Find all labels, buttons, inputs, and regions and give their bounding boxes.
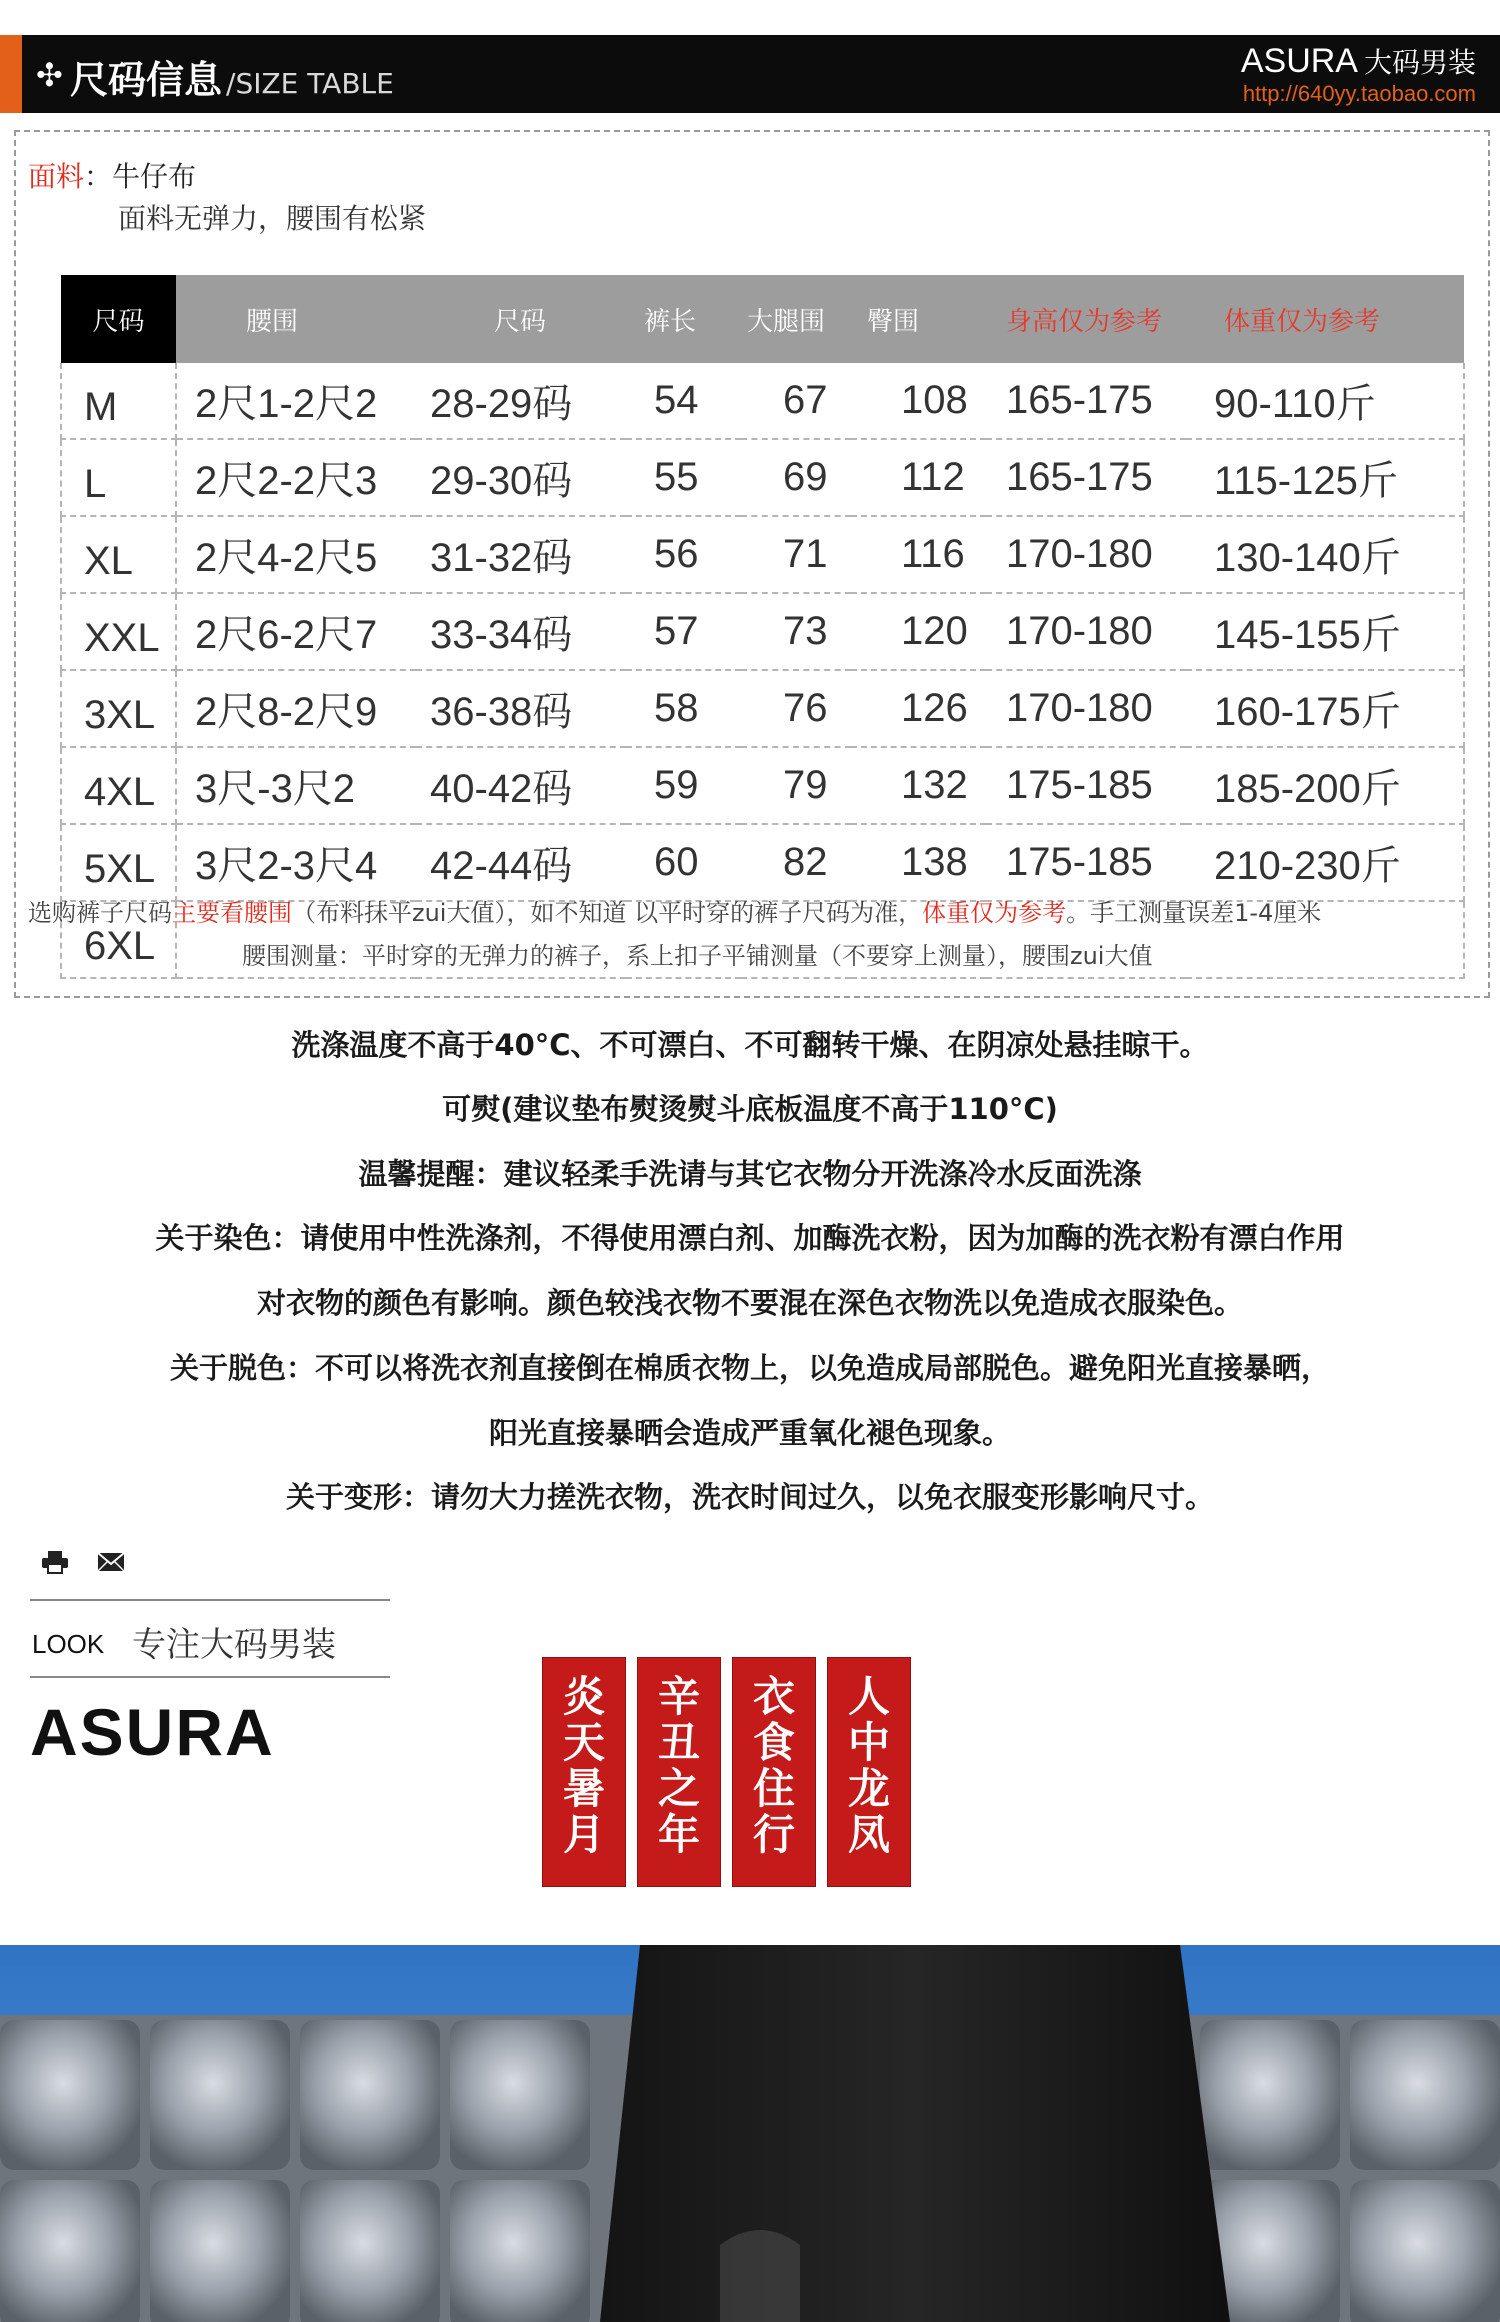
brand-rule-top <box>30 1599 390 1601</box>
cell-size-code: 29-30码 <box>416 439 626 516</box>
fabric-value: 牛仔布 <box>112 160 197 193</box>
cell-length: 58 <box>626 670 741 747</box>
size-row-m <box>61 363 1464 439</box>
header-title-en: /SIZE TABLE <box>226 67 394 100</box>
cell-size-code: 40-42码 <box>416 747 626 824</box>
cell-size-code: 31-32码 <box>416 516 626 593</box>
cell-waist: 2尺4-2尺5 <box>176 516 416 593</box>
cell-height: 170-180 <box>986 516 1186 593</box>
cell-height: 165-175 <box>986 439 1186 516</box>
poem-banner-4 <box>828 1658 910 1886</box>
note-1-d: 体重仅为参考 <box>922 899 1067 927</box>
header-title <box>70 49 394 104</box>
header-brand <box>1241 41 1476 81</box>
note-1-a: 选购裤子尺码 <box>28 899 172 927</box>
care-line-4: 关于染色：请使用中性洗涤剂，不得使用漂白剂、加酶洗衣粉，因为加酶的洗衣粉有漂白作用 <box>155 1221 1345 1255</box>
cell-size: 3XL <box>61 670 176 747</box>
note-1-c: （布料抹平zui大值），如不知道 以平时穿的裤子尺码为准， <box>292 899 923 927</box>
cell-waist: 2尺8-2尺9 <box>176 670 416 747</box>
fabric-line <box>28 155 196 195</box>
poem-banner-text: 炎 天 暑 月 <box>562 1672 605 1859</box>
header-accent-strip <box>0 35 22 113</box>
header-brand-cn: 大码男装 <box>1363 46 1476 79</box>
col-header-length: 裤长 <box>626 275 741 363</box>
model-photo <box>0 1945 1500 2322</box>
brand-rule-bottom <box>30 1676 390 1678</box>
cell-hip: 108 <box>851 363 986 439</box>
cell-thigh: 69 <box>741 439 851 516</box>
header-title-cn: 尺码信息 <box>70 58 223 102</box>
note-1-e: 。手工测量误差1-4厘米 <box>1066 899 1322 927</box>
cell-waist: 3尺-3尺2 <box>176 747 416 824</box>
poem-banner-2 <box>638 1658 720 1886</box>
care-line-1: 洗涤温度不高于40°C、不可漂白、不可翻转干燥、在阴凉处悬挂晾干。 <box>291 1028 1209 1062</box>
cell-waist: 3尺2-3尺4 <box>176 824 416 901</box>
mail-icon[interactable] <box>96 1550 126 1574</box>
cell-length: 59 <box>626 747 741 824</box>
poem-banner-text: 衣 食 住 行 <box>752 1672 795 1859</box>
cell-length: 56 <box>626 516 741 593</box>
care-line-7: 阳光直接暴晒会造成严重氧化褪色现象。 <box>488 1416 1011 1450</box>
note-1-b: 主要看腰围 <box>172 899 292 927</box>
measure-note-2: 腰围测量：平时穿的无弹力的裤子，系上扣子平铺测量（不要穿上测量），腰围zui大值 <box>242 942 1153 970</box>
cell-thigh: 73 <box>741 593 851 670</box>
poem-banner-text: 人 中 龙 凤 <box>847 1672 890 1859</box>
cell-size: 6XL <box>61 901 176 978</box>
fabric-label: 面料 <box>28 160 85 193</box>
cell-size-code: 42-44码 <box>416 824 626 901</box>
cell-size-code: 36-38码 <box>416 670 626 747</box>
printer-icon[interactable] <box>40 1550 70 1574</box>
care-line-8: 关于变形：请勿大力搓洗衣物，洗衣时间过久，以免衣服变形影响尺寸。 <box>285 1480 1214 1514</box>
col-header-height: 身高仅为参考 <box>986 275 1186 363</box>
poem-banner-3 <box>733 1658 815 1886</box>
cell-weight: 90-110斤 <box>1186 363 1464 439</box>
cell-waist: 2尺6-2尺7 <box>176 593 416 670</box>
cell-size: XL <box>61 516 176 593</box>
cell-size: 4XL <box>61 747 176 824</box>
cell-size: XXL <box>61 593 176 670</box>
col-header-thigh: 大腿围 <box>741 275 851 363</box>
cell-hip: 132 <box>851 747 986 824</box>
cell-length: 54 <box>626 363 741 439</box>
cell-thigh: 82 <box>741 824 851 901</box>
size-table-header-bar <box>0 35 1500 113</box>
poem-banner-1 <box>543 1658 625 1886</box>
cell-thigh: 67 <box>741 363 851 439</box>
cell-height: 170-180 <box>986 593 1186 670</box>
cell-height: 175-185 <box>986 824 1186 901</box>
cell-height: 170-180 <box>986 670 1186 747</box>
size-row-3xl <box>61 670 1464 747</box>
cell-weight: 210-230斤 <box>1186 824 1464 901</box>
shop-url-link[interactable]: http://640yy.taobao.com <box>1242 81 1476 106</box>
cell-waist: 2尺1-2尺2 <box>176 363 416 439</box>
cell-height: 165-175 <box>986 363 1186 439</box>
col-header-size-code: 尺码 <box>416 275 626 363</box>
cell-thigh: 79 <box>741 747 851 824</box>
care-line-3: 温馨提醒：建议轻柔手洗请与其它衣物分开洗涤冷水反面洗涤 <box>358 1157 1142 1191</box>
cell-hip: 126 <box>851 670 986 747</box>
cell-thigh: 76 <box>741 670 851 747</box>
cell-weight: 115-125斤 <box>1186 439 1464 516</box>
cell-length: 57 <box>626 593 741 670</box>
size-row-5xl <box>61 824 1464 901</box>
cell-size: L <box>61 439 176 516</box>
fabric-colon: ： <box>84 160 113 193</box>
cell-weight: 145-155斤 <box>1186 593 1464 670</box>
black-coat <box>600 1945 1230 2322</box>
care-line-5: 对衣物的颜色有影响。颜色较浅衣物不要混在深色衣物洗以免造成衣服染色。 <box>256 1286 1243 1320</box>
cell-size-code: 33-34码 <box>416 593 626 670</box>
col-header-waist: 腰围 <box>176 275 416 363</box>
size-row-xl <box>61 516 1464 593</box>
cell-size-code: 28-29码 <box>416 363 626 439</box>
col-header-hip: 臀围 <box>851 275 986 363</box>
cell-weight: 160-175斤 <box>1186 670 1464 747</box>
cell-weight: 185-200斤 <box>1186 747 1464 824</box>
cross-arrows-icon: ✣ <box>36 56 63 94</box>
col-header-weight: 体重仅为参考 <box>1186 275 1464 363</box>
look-label: LOOK <box>32 1629 105 1659</box>
cell-height: 175-185 <box>986 747 1186 824</box>
cell-thigh: 71 <box>741 516 851 593</box>
header-brand-name: ASURA <box>1240 42 1358 80</box>
cell-length: 55 <box>626 439 741 516</box>
size-table-header-row <box>61 275 1464 363</box>
care-line-2: 可熨(建议垫布熨烫熨斗底板温度不高于110°C) <box>442 1092 1058 1126</box>
size-row-xxl <box>61 593 1464 670</box>
brand-tagline: 专注大码男装 <box>132 1625 336 1665</box>
cell-size: M <box>61 363 176 439</box>
cell-weight: 130-140斤 <box>1186 516 1464 593</box>
brand-logo-text: ASURA <box>30 1695 275 1769</box>
fabric-note: 面料无弹力，腰围有松紧 <box>118 202 427 235</box>
cell-hip: 112 <box>851 439 986 516</box>
poem-banner-text: 辛 丑 之 年 <box>657 1672 700 1859</box>
cell-waist: 2尺2-2尺3 <box>176 439 416 516</box>
cell-hip: 116 <box>851 516 986 593</box>
size-table <box>60 275 1465 979</box>
size-row-l <box>61 439 1464 516</box>
col-header-size: 尺码 <box>61 275 176 363</box>
cell-size: 5XL <box>61 824 176 901</box>
care-line-6: 关于脱色：不可以将洗衣剂直接倒在棉质衣物上，以免造成局部脱色。避免阳光直接暴晒， <box>169 1351 1330 1385</box>
measure-note-1 <box>28 893 1321 928</box>
cell-hip: 120 <box>851 593 986 670</box>
cell-length: 60 <box>626 824 741 901</box>
size-row-4xl <box>61 747 1464 824</box>
cell-hip: 138 <box>851 824 986 901</box>
